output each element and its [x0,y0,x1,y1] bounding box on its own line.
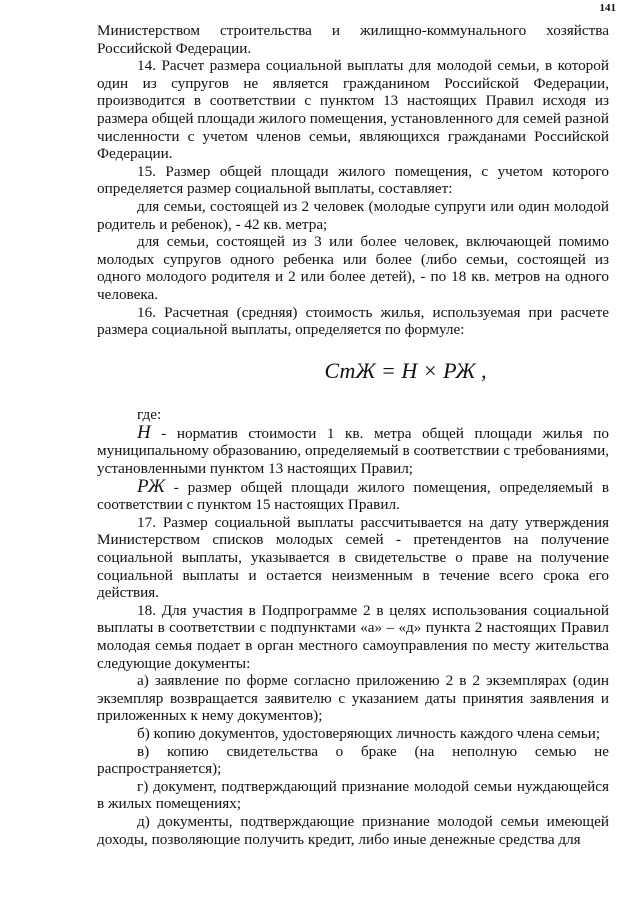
paragraph-14: 14. Расчет размера социальной выплаты для молодой семьи, в которой один из супругов не является гражданином Российской Федерации, производится в соответствии с пунктом 13 настоящих Правил исходя из размера общей площади жилого помещения, установленного для семей разной численности с учетом членов семьи, являющихся гражданами Российской Федерации. [97,57,609,163]
list-item: а) заявление по форме согласно приложению 2 в 2 экземплярах (один экземпляр возвращается заявителю с указанием даты принятия заявления и приложенных к нему документов); [97,672,609,725]
page-number: 141 [599,2,616,14]
document-body [97,22,609,848]
formula: СтЖ = Н × РЖ , [324,357,487,383]
definition-h-text: - норматив стоимости 1 кв. метра общей площади жилья по муниципальному образованию, определяемый в соответствии с требованиями, установленными пунктом 13 настоящих Правил; [97,424,609,478]
paragraph-15: 15. Размер общей площади жилого помещения, с учетом которого определяется размер социальной выплаты, составляет: [97,162,609,198]
definition-h [97,421,609,478]
list-item: д) документы, подтверждающие признание молодой семьи имеющей доходы, позволяющие получить кредит, либо иные денежные средства для [97,812,609,848]
list-item: для семьи, состоящей из 3 или более человек, включающей помимо молодых супругов одного ребенка или более (либо семьи, состоящей из одного молодого родителя и 2 или более детей), - по 18 кв. метров на одного человека. [97,233,609,303]
definition-rzh-text: - размер общей площади жилого помещения, определяемый в соответствии с пунктом 15 настоящих Правил. [97,478,609,514]
list-item: в) копию свидетельства о браке (на неполную семью не распространяется); [97,742,609,778]
paragraph-18: 18. Для участия в Подпрограмме 2 в целях использования социальной выплаты в соответствии с подпунктами «а» – «д» пункта 2 настоящих Правил молодая семья подает в орган местного самоуправления по месту жительства следующие документы: [97,601,609,672]
list-item: г) документ, подтверждающий признание молодой семьи нуждающейся в жилых помещениях; [97,777,609,813]
list-item: б) копию документов, удостоверяющих личность каждого члена семьи; [137,724,601,742]
paragraph-16: 16. Расчетная (средняя) стоимость жилья, используемая при расчете размера социальной выплаты, определяется по формуле: [97,303,609,339]
symbol-h: Н [137,421,151,443]
list-item: для семьи, состоящей из 2 человек (молодые супруги или один молодой родитель и ребенок), - 42 кв. метра; [97,197,609,233]
where-label: где: [137,406,162,424]
definition-rzh [97,475,609,514]
paragraph-17: 17. Размер социальной выплаты рассчитывается на дату утверждения Министерством списков молодых семей - претендентов на получение социальной выплаты, указывается в свидетельстве о праве на получение социальной выплаты и остается неизменным в течение всего срока его действия. [97,513,609,602]
paragraph: Министерством строительства и жилищно-коммунального хозяйства Российской Федерации. [97,22,609,57]
symbol-rzh: РЖ [137,475,166,497]
